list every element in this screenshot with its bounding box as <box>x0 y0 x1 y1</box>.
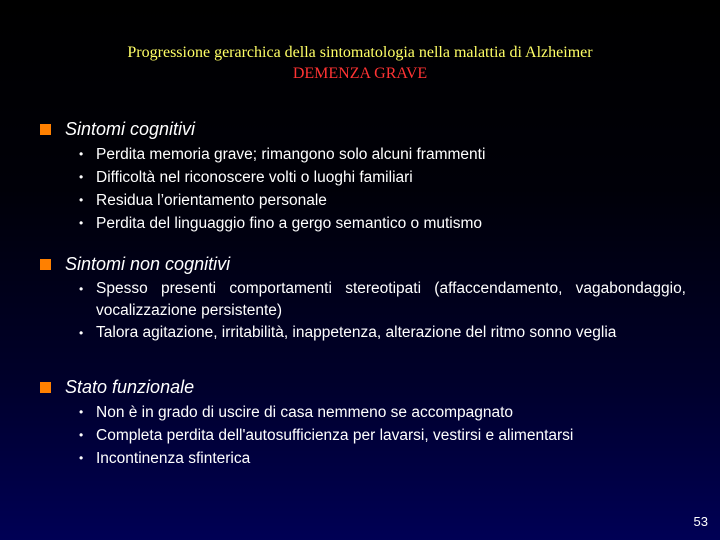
list-item: • Perdita del linguaggio fino a gergo semantico o mutismo <box>40 212 686 235</box>
list-item: • Completa perdita dell'autosufficienza per lavarsi, vestirsi e alimentarsi <box>40 424 686 447</box>
bullet-list <box>40 143 690 235</box>
dot-bullet-icon: • <box>79 170 84 184</box>
dot-bullet-icon: • <box>79 451 84 465</box>
dot-bullet-icon: • <box>79 428 84 442</box>
list-item: • Difficoltà nel riconoscere volti o luoghi familiari <box>40 166 686 189</box>
list-item: • Perdita memoria grave; rimangono solo alcuni frammenti <box>40 143 686 166</box>
bullet-list <box>40 401 690 470</box>
title-subtitle: DEMENZA GRAVE <box>292 65 428 82</box>
section-title: Sintomi cognitivi <box>65 119 196 139</box>
section-header <box>40 118 690 142</box>
list-item: • Non è in grado di uscire di casa nemmeno se accompagnato <box>40 401 686 424</box>
list-item: • Residua l’orientamento personale <box>40 189 686 212</box>
list-item: • Spesso presenti comportamenti stereotipati (affaccendamento, vagabondaggio, vocalizzazione persistente) <box>79 280 686 319</box>
slide-title <box>0 42 720 84</box>
dot-bullet-icon: • <box>79 282 84 296</box>
dot-bullet-icon: • <box>79 405 84 419</box>
dot-bullet-icon: • <box>79 326 84 340</box>
square-bullet-icon <box>40 382 51 393</box>
dot-bullet-icon: • <box>79 193 84 207</box>
dot-bullet-icon: • <box>79 147 84 161</box>
section-non-cognitive-symptoms <box>40 253 690 344</box>
section-title: Stato funzionale <box>65 377 195 397</box>
list-item: • Talora agitazione, irritabilità, inappetenza, alterazione del ritmo sonno veglia <box>40 322 686 344</box>
bullet-list <box>40 278 690 344</box>
list-item: • Incontinenza sfinterica <box>40 447 686 470</box>
section-title: Sintomi non cognitivi <box>65 254 231 274</box>
dot-bullet-icon: • <box>79 216 84 230</box>
slide-number: 53 <box>693 514 708 529</box>
square-bullet-icon <box>40 259 51 270</box>
square-bullet-icon <box>40 124 51 135</box>
section-header <box>40 376 690 400</box>
section-functional-status <box>40 376 690 470</box>
title-main: Progressione gerarchica della sintomatologia nella malattia di Alzheimer <box>127 44 593 61</box>
section-header <box>40 253 690 277</box>
section-cognitive-symptoms <box>40 118 690 235</box>
